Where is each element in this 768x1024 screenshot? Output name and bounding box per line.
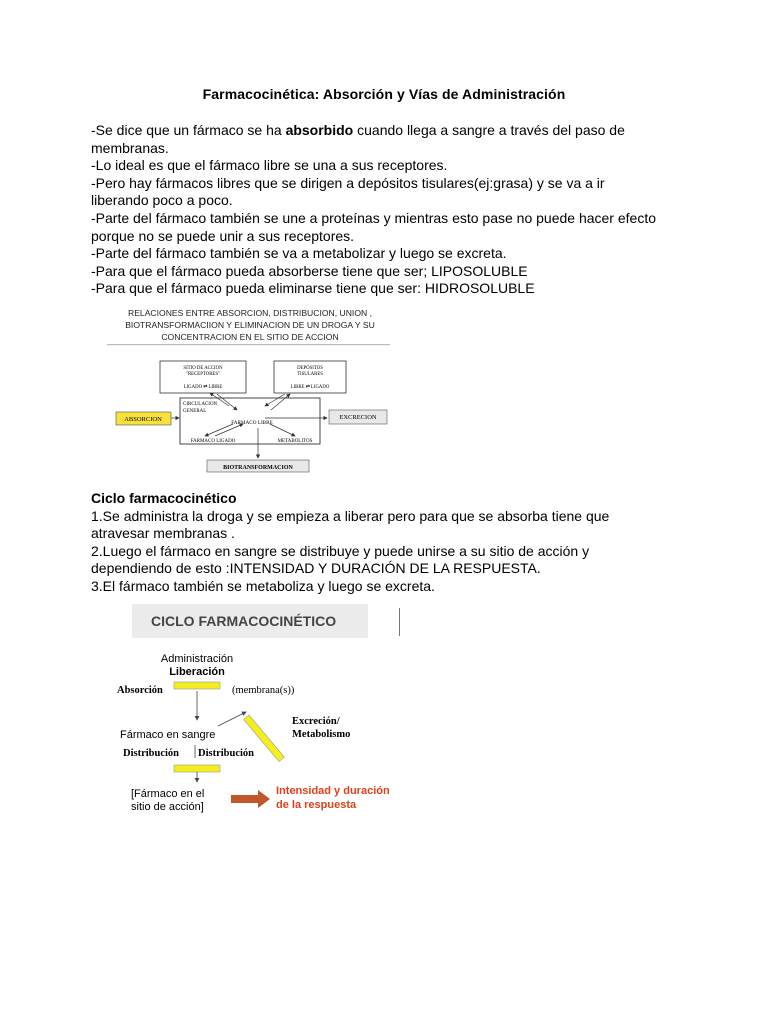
excrecion-label: EXCRECION: [339, 414, 377, 421]
farmaco-sangre-label: Fármaco en sangre: [120, 729, 216, 741]
distribution-bar: [174, 765, 220, 772]
ciclo-line: 2.Luego el fármaco en sangre se distribuye y puede unirse a su sitio de acción y: [91, 542, 590, 559]
heading-underline: [107, 344, 390, 345]
intro-line: porque no se puede unir a sus receptores.: [91, 227, 355, 244]
membrane-bar: [174, 682, 220, 689]
receptores-label: SITIO DE ACCION: [183, 366, 223, 371]
section-heading: Ciclo farmacocinético: [91, 490, 237, 506]
intro-paragraph: [91, 122, 691, 298]
document-title: Farmacocinética: Absorción y Vías de Administración: [202, 86, 566, 102]
text-run: -Se dice que un fármaco se ha: [91, 122, 286, 138]
excrecion-label: Excreción/: [292, 716, 340, 727]
sitio-label: [Fármaco en el: [131, 788, 205, 800]
distribucion-left-label: Distribución: [123, 748, 180, 759]
depositos-label: DEPÓSITOS: [297, 366, 323, 371]
ciclo-line: 3.El fármaco también se metaboliza y luego se excreta.: [91, 577, 435, 594]
response-arrow-icon: [231, 790, 270, 808]
elimination-arrow: [218, 712, 246, 726]
intro-line: liberando poco a poco.: [91, 192, 233, 209]
respuesta-label: de la respuesta: [276, 799, 357, 811]
intro-line: [91, 122, 691, 140]
receptores-label: "RECEPTORES": [186, 372, 220, 377]
ciclo-paragraph: [91, 490, 691, 596]
ciclo-line: 1.Se administra la droga y se empieza a liberar pero para que se absorba tiene que: [91, 507, 610, 524]
circulation-label: GENERAL: [183, 409, 207, 414]
intro-line: membranas.: [91, 139, 169, 156]
ciclo-line: dependiendo de esto :INTENSIDAD Y DURACIÓN DE LA RESPUESTA.: [91, 560, 541, 577]
absorcion-label: ABSORCION: [124, 416, 162, 423]
absorcion-label: Absorción: [117, 685, 163, 696]
text-run: cuando llega a sangre a través del paso de: [353, 122, 625, 138]
membranas-label: (membrana(s)): [232, 685, 295, 696]
ciclo-line: atravesar membranas .: [91, 525, 235, 542]
intro-line: -Para que el fármaco pueda eliminarse tiene que ser: HIDROSOLUBLE: [91, 280, 535, 297]
liberacion-label: Liberación: [169, 666, 225, 678]
administracion-label: Administración: [160, 653, 234, 665]
diagram-heading-line: CONCENTRACION EN EL SITIO DE ACCION: [161, 332, 339, 342]
metabolismo-label: Metabolismo: [292, 729, 351, 740]
banner-divider: [399, 608, 400, 636]
intro-line: -Pero hay fármacos libres que se dirigen a depósitos tisulares(ej:grasa) y se va a ir: [91, 174, 605, 191]
receptores-state: LIGADO ⇄ LIBRE: [183, 385, 223, 390]
sitio-label: sitio de acción]: [131, 801, 204, 813]
relations-diagram: [105, 306, 395, 478]
depositos-label: TISULARES: [297, 372, 323, 377]
ciclo-diagram: [108, 602, 408, 824]
depositos-state: LIBRE ⇄ LIGADO: [290, 385, 330, 390]
ciclo-banner-title: CICLO FARMACOCINÉTICO: [151, 613, 337, 629]
metabolites-label: METABOLITOS: [277, 439, 313, 444]
distribucion-right-label: Distribución: [198, 748, 255, 759]
intro-line: -Para que el fármaco pueda absorberse tiene que ser; LIPOSOLUBLE: [91, 262, 528, 279]
intro-line: -Lo ideal es que el fármaco libre se una a sus receptores.: [91, 157, 448, 174]
respuesta-label: Intensidad y duración: [276, 785, 390, 797]
bold-term: absorbido: [285, 122, 354, 138]
diagram-heading-line: BIOTRANSFORMACIION Y ELIMINACION DE UN DROGA Y SU: [125, 320, 375, 330]
biotransformacion-label: BIOTRANSFORMACION: [223, 465, 293, 471]
diagram-heading-line: RELACIONES ENTRE ABSORCION, DISTRIBUCION, UNION ,: [127, 308, 373, 318]
circulation-label: CIRCULACION: [183, 402, 218, 407]
free-drug-label: FARMACO LIBRE: [231, 420, 273, 426]
bound-drug-label: FARMACO LIGADO: [190, 439, 236, 444]
intro-line: -Parte del fármaco también se une a proteínas y mientras esto pase no puede hacer efecto: [91, 209, 656, 226]
intro-line: -Parte del fármaco también se va a metabolizar y luego se excreta.: [91, 245, 507, 262]
